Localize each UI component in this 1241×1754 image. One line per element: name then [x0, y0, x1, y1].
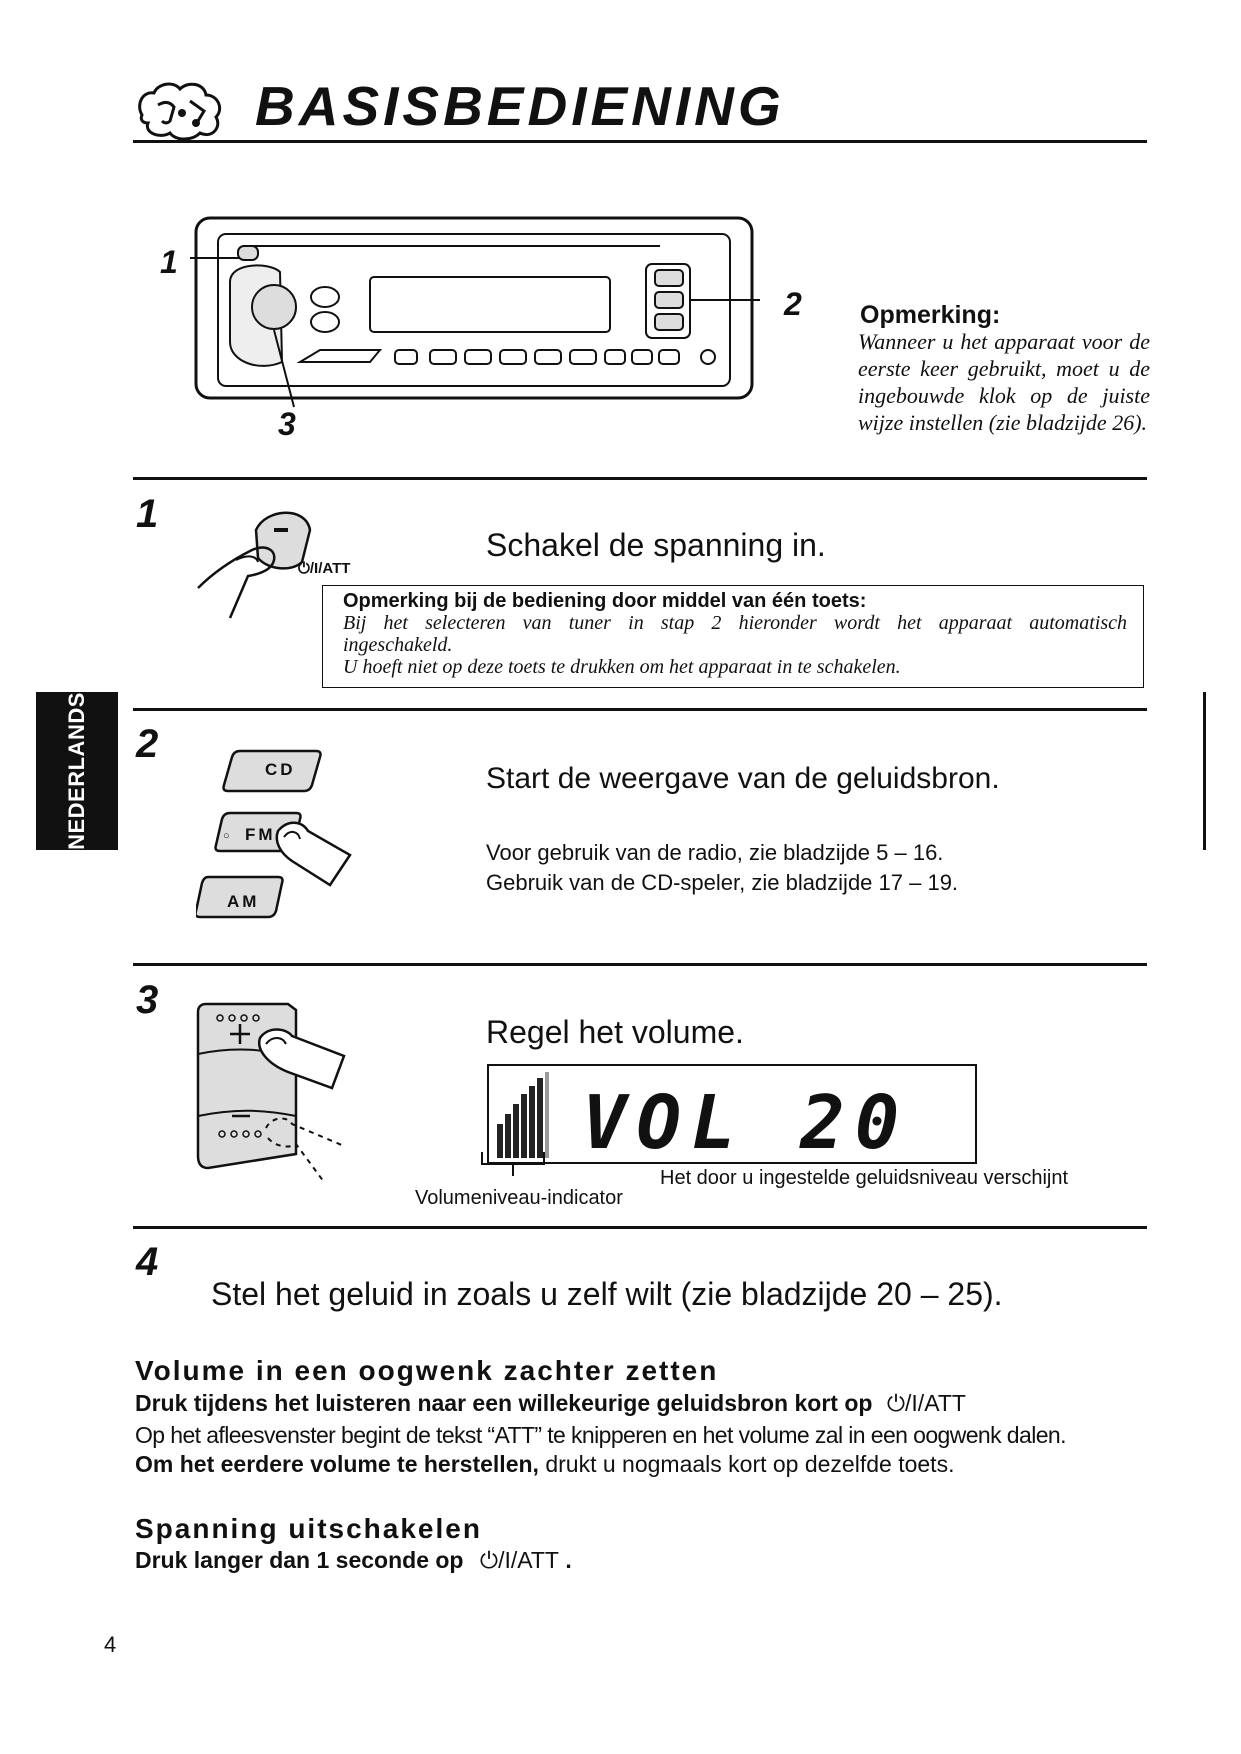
power-off-line: Druk langer dan 1 seconde op ⏻/I/ATT . [135, 1547, 572, 1573]
header-rule [133, 140, 1147, 143]
step3-instruction: Regel het volume. [486, 1014, 744, 1050]
margin-bar [1203, 692, 1206, 850]
power-att-label: ⏻/I/ATT [479, 1547, 559, 1573]
one-touch-note-line: Bij het selecteren van tuner in stap 2 hieronder wordt het apparaat automatisch [343, 612, 1127, 634]
section-rule-1 [133, 477, 1147, 480]
section-rule-2 [133, 708, 1147, 711]
page-number: 4 [104, 1632, 117, 1657]
callout-3: 3 [278, 406, 296, 442]
step2-instruction: Start de weergave van de geluidsbron. [486, 762, 1000, 795]
volume-display-text: VOL 20 [582, 1080, 910, 1166]
step1-instruction: Schakel de spanning in. [486, 527, 826, 563]
note-title: Opmerking: [860, 301, 1001, 329]
power-off-section-heading: Spanning uitschakelen [135, 1513, 482, 1544]
power-att-label: ⏻/I/ATT [886, 1390, 966, 1416]
section-rule-3 [133, 963, 1147, 966]
one-touch-note-title: Opmerking bij de bediening door middel van één toets: [343, 590, 867, 612]
power-icon: ⏻ [479, 1547, 499, 1573]
fm-button: FM [245, 825, 276, 844]
cd-button: CD [265, 760, 296, 779]
att-section-line: Druk tijdens het luisteren naar een willekeurige geluidsbron kort op ⏻/I/ATT [135, 1390, 966, 1416]
power-button-label: ⏻/I/ATT [298, 560, 351, 577]
indicator-dot-icon: ○ [223, 830, 230, 842]
att-restore-line: Om het eerdere volume te herstellen, drukt u nogmaals kort op dezelfde toets. [135, 1451, 955, 1477]
step4-instruction: Stel het geluid in zoals u zelf wilt (zie bladzijde 20 – 25). [211, 1276, 1003, 1312]
note-body: Wanneer u het apparaat voor de eerste keer gebruikt, moet u de ingebouwde klok op de juiste wijze instellen (zie bladzijde 26). [858, 329, 1150, 435]
one-touch-note-box [322, 585, 1144, 688]
music-notes-icon [132, 75, 232, 150]
att-section-heading: Volume in een oogwenk zachter zetten [135, 1355, 719, 1386]
step-number: 4 [136, 1240, 159, 1284]
page-title: BASISBEDIENING [255, 75, 785, 137]
volume-indicator-label: Volumeniveau-indicator [415, 1187, 623, 1209]
language-tab-label: NEDERLANDS [64, 692, 89, 850]
front-panel-illustration [190, 212, 760, 417]
power-icon: ⏻ [886, 1390, 906, 1416]
one-touch-note-line: U hoeft niet op deze toets te drukken om het apparaat in te schakelen. [343, 656, 901, 678]
step2-cd-ref: Gebruik van de CD-speler, zie bladzijde 17 – 19. [486, 870, 959, 895]
indicator-bracket [478, 1150, 548, 1183]
step2-radio-ref: Voor gebruik van de radio, zie bladzijde 5 – 16. [486, 840, 944, 865]
att-section-description: Op het afleesvenster begint de tekst “ATT” te knipperen en het volume zal in een oogwenk dalen. [135, 1422, 1066, 1448]
step-number: 1 [136, 492, 159, 536]
callout-1: 1 [160, 244, 178, 280]
volume-buttons-illustration [196, 998, 356, 1193]
power-icon: ⏻ [298, 560, 310, 577]
callout-2: 2 [784, 286, 802, 322]
language-tab [36, 692, 118, 850]
step-number: 3 [136, 978, 159, 1022]
step-number: 2 [136, 722, 159, 766]
one-touch-note-line: ingeschakeld. [343, 634, 453, 656]
section-rule-4 [133, 1226, 1147, 1229]
volume-level-label: Het door u ingestelde geluidsniveau verschijnt [660, 1167, 1069, 1189]
am-button: AM [227, 892, 260, 911]
